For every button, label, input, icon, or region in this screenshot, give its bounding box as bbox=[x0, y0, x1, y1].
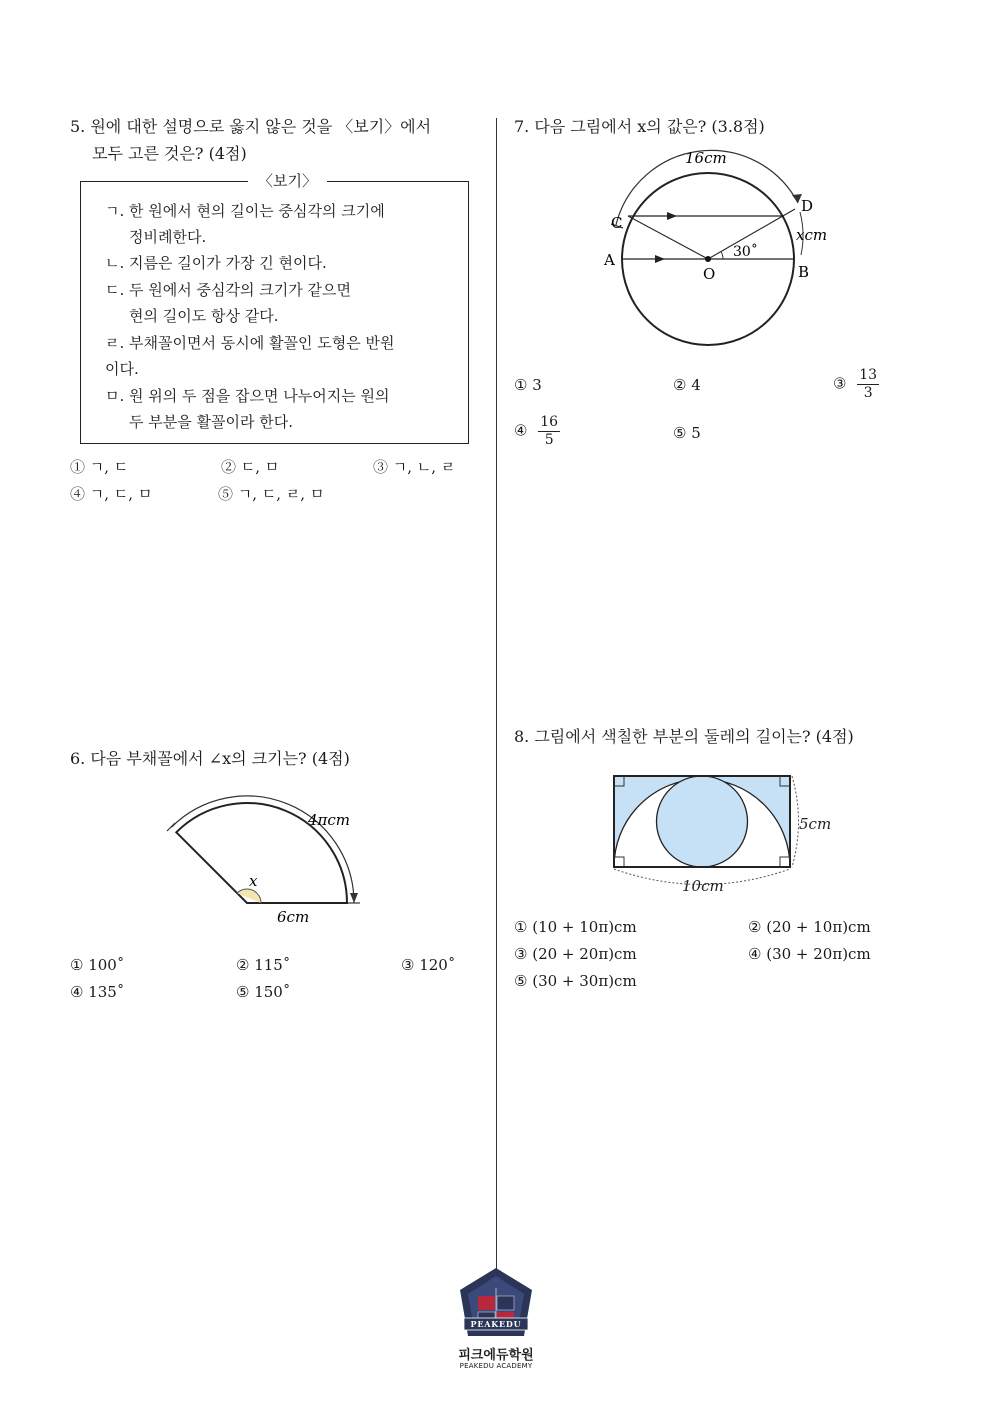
q8-option-5[interactable]: ⑤ (30 + 30π)cm bbox=[514, 972, 637, 990]
q8-figure bbox=[605, 765, 845, 900]
q7-title: 7. 다음 그림에서 x의 값은? (3.8점) bbox=[514, 117, 765, 136]
q6-option-4[interactable]: ④ 135˚ bbox=[70, 983, 125, 1001]
logo-subtitle: PEAKEDU ACADEMY bbox=[459, 1362, 533, 1370]
q6-arrow-head bbox=[350, 893, 358, 903]
q7-point-o: O bbox=[703, 265, 716, 283]
q5-bogi-line: 현의 길이도 항상 같다. bbox=[129, 307, 279, 325]
q5-bogi-box bbox=[80, 172, 469, 444]
q5-bogi-line: ㄱ. 한 원에서 현의 길이는 중심각의 크기에 bbox=[105, 202, 385, 220]
q5-bogi-title: 〈보기〉 bbox=[248, 170, 327, 191]
q7-option-3[interactable] bbox=[833, 367, 879, 402]
q5-option-2[interactable]: ② ㄷ, ㅁ bbox=[221, 458, 280, 476]
q7-option-4-mark: ④ bbox=[514, 421, 528, 440]
q7-point-d: D bbox=[801, 197, 814, 215]
q7-circle-figure bbox=[595, 145, 845, 355]
q7-option-3-denominator: 3 bbox=[863, 385, 873, 401]
q7-option-5[interactable]: ⑤ 5 bbox=[673, 424, 701, 442]
q7-center-dot bbox=[705, 256, 711, 262]
logo-name: 피크에듀학원 bbox=[458, 1348, 534, 1363]
q6-option-1[interactable]: ① 100˚ bbox=[70, 956, 125, 974]
q5-option-3[interactable]: ③ ㄱ, ㄴ, ㄹ bbox=[373, 458, 456, 476]
q8-option-2[interactable]: ② (20 + 10π)cm bbox=[748, 918, 871, 936]
q8-title: 8. 그림에서 색칠한 부분의 둘레의 길이는? (4점) bbox=[514, 727, 854, 746]
q5-title-line2: 모두 고른 것은? (4점) bbox=[92, 144, 247, 163]
q6-dimension-tick bbox=[167, 823, 175, 831]
q5-bogi-line: ㄹ. 부채꼴이면서 동시에 활꼴인 도형은 반원 bbox=[105, 334, 395, 352]
logo-block bbox=[497, 1296, 514, 1310]
q7-option-3-mark: ③ bbox=[833, 374, 847, 393]
q5-bogi-line: ㄴ. 지름은 길이가 가장 긴 현이다. bbox=[105, 254, 327, 272]
q8-width-label: 10cm bbox=[682, 877, 724, 895]
q8-height-dimension bbox=[792, 776, 799, 867]
q7-option-4-denominator: 5 bbox=[544, 432, 554, 448]
q7-option-4[interactable] bbox=[514, 414, 560, 449]
q5-option-1[interactable]: ① ㄱ, ㄷ bbox=[70, 458, 129, 476]
q7-option-3-fraction bbox=[857, 367, 879, 402]
q5-option-4[interactable]: ④ ㄱ, ㄷ, ㅁ bbox=[70, 485, 153, 503]
q7-point-c: C bbox=[611, 214, 623, 232]
q5-bogi-line: ㅁ. 원 위의 두 점을 잡으면 나누어지는 원의 bbox=[105, 387, 390, 405]
q8-inner-circle bbox=[657, 776, 748, 867]
q5-option-5[interactable]: ⑤ ㄱ, ㄷ, ㄹ, ㅁ bbox=[218, 485, 325, 503]
q8-option-4[interactable]: ④ (30 + 20π)cm bbox=[748, 945, 871, 963]
q7-arc-label: 16cm bbox=[685, 149, 727, 167]
q6-angle-label: x bbox=[249, 872, 258, 890]
q7-x-label: xcm bbox=[796, 226, 828, 244]
q5-bogi-line: 정비례한다. bbox=[129, 228, 207, 246]
q8-option-1[interactable]: ① (10 + 10π)cm bbox=[514, 918, 637, 936]
q6-sector-figure bbox=[160, 785, 380, 935]
peakedu-logo-icon bbox=[456, 1266, 536, 1342]
q7-option-4-fraction bbox=[538, 414, 560, 449]
q5-bogi-line: 두 부분을 활꼴이라 한다. bbox=[129, 413, 293, 431]
q7-parallel-arrow bbox=[655, 255, 665, 263]
q7-point-b: B bbox=[798, 263, 810, 281]
q7-option-3-numerator: 13 bbox=[859, 367, 878, 383]
q7-angle-arc bbox=[721, 252, 723, 260]
q7-option-4-numerator: 16 bbox=[540, 414, 559, 430]
q6-title: 6. 다음 부채꼴에서 ∠x의 크기는? (4점) bbox=[70, 749, 350, 768]
q6-option-5[interactable]: ⑤ 150˚ bbox=[236, 983, 291, 1001]
q7-angle-label: 30˚ bbox=[733, 244, 758, 260]
q6-arc-label: 4πcm bbox=[308, 811, 351, 829]
logo-banner-text: PEAKEDU bbox=[470, 1319, 522, 1329]
q5-title-line1: 5. 원에 대한 설명으로 옳지 않은 것을 〈보기〉에서 bbox=[70, 117, 432, 136]
q5-bogi-line: 이다. bbox=[105, 360, 139, 378]
q6-radius-label: 6cm bbox=[277, 908, 310, 926]
q7-option-1[interactable]: ① 3 bbox=[514, 376, 542, 394]
q6-option-3[interactable]: ③ 120˚ bbox=[401, 956, 456, 974]
q5-bogi-line: ㄷ. 두 원에서 중심각의 크기가 같으면 bbox=[105, 281, 351, 299]
column-divider bbox=[496, 118, 497, 1278]
q7-radius-oc bbox=[628, 216, 708, 259]
q8-option-3[interactable]: ③ (20 + 20π)cm bbox=[514, 945, 637, 963]
q8-height-label: 5cm bbox=[799, 815, 832, 833]
q7-point-a: A bbox=[604, 251, 615, 269]
q7-parallel-arrow bbox=[667, 212, 677, 220]
logo-block bbox=[478, 1296, 495, 1310]
q7-option-2[interactable]: ② 4 bbox=[673, 376, 701, 394]
q6-option-2[interactable]: ② 115˚ bbox=[236, 956, 291, 974]
